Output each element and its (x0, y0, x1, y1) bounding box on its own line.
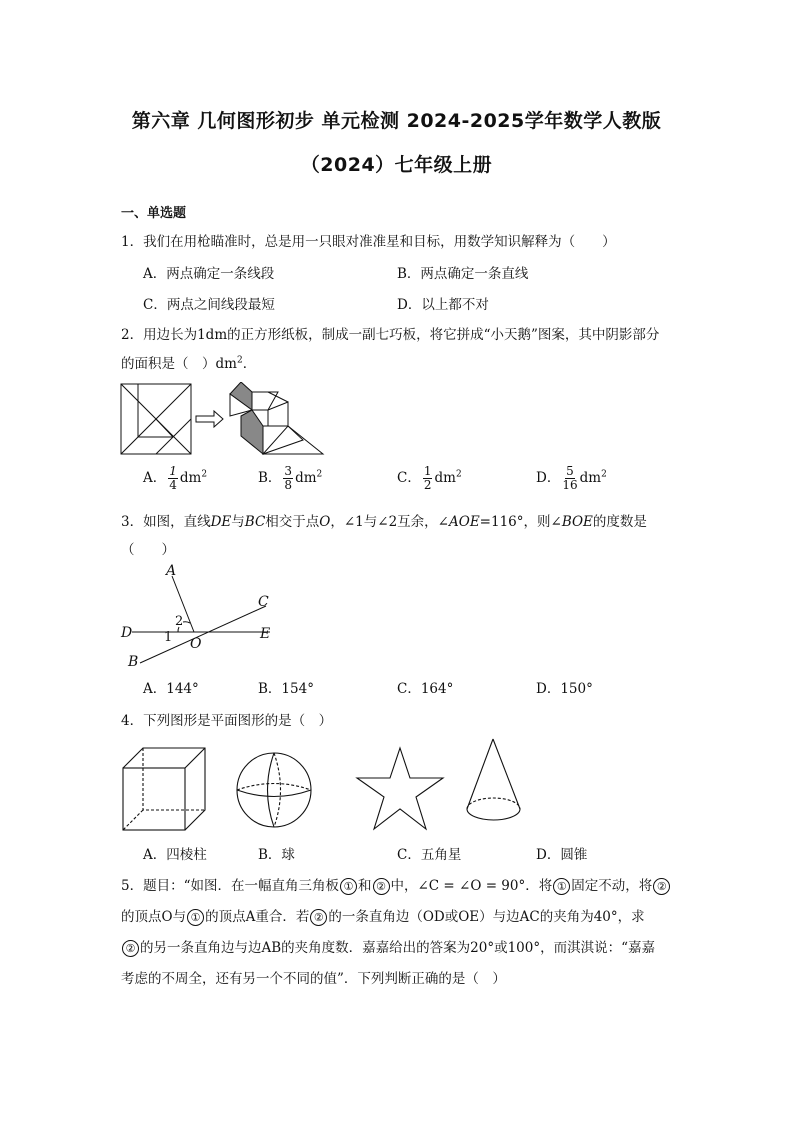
tangram-swan-figure (118, 382, 333, 462)
q4-option-b: B．球 (258, 847, 295, 863)
sphere-shape (237, 753, 311, 827)
label-D: D (121, 625, 133, 641)
label-angle-2: 2 (175, 614, 184, 629)
q1-option-c: C．两点之间线段最短 (143, 297, 275, 313)
q2-option-b: B． $\frac{3}{8}$ $dm^2$ (258, 464, 323, 492)
q1-option-b: B．两点确定一条直线 (397, 266, 529, 282)
question-2-stem-line2: 的面积是（ ）$dm^2$． (121, 355, 257, 372)
question-4-stem: 4．下列图形是平面图形的是（ ） (121, 713, 333, 729)
question-1-stem: 1．我们在用枪瞄准时，总是用一只眼对准准星和目标，用数学知识解释为（ ） (121, 234, 616, 250)
page-title: 第六章 几何图形初步 单元检测 2024-2025学年数学人教版 (131, 110, 662, 132)
section-heading: 一、单选题 (121, 206, 187, 221)
question-3-stem: 3．如图，直线DE与BC相交于点O，∠1与∠2互余，∠AOE=116°，则∠BOE的度数是 (121, 514, 647, 530)
page-subtitle: （2024）七年级上册 (300, 154, 493, 176)
solid-shapes-figure (118, 735, 538, 835)
q2-option-a: A． $\frac{1}{4}$ $dm^2$ (143, 464, 208, 492)
q3-option-b: B．154° (258, 681, 314, 697)
q2-option-c: C． $\frac{1}{2}$ $dm^2$ (397, 464, 462, 492)
intersecting-lines-figure (118, 560, 288, 672)
label-B: B (128, 654, 139, 670)
question-2-stem-line1: 2．用边长为1dm的正方形纸板，制成一副七巧板，将它拼成“小天鹅”图案，其中阴影部分 (121, 327, 660, 343)
cube-shape (123, 748, 205, 830)
cone-shape (467, 739, 520, 820)
question-5-line2: 的顶点O与 ① 的顶点A重合．若 ② 的一条直角边（OD或OE）与边AC的夹角为40°，求 (121, 909, 645, 925)
question-3-paren: （ ） (121, 542, 175, 558)
question-5-line3: ② 的另一条直角边与边AB的夹角度数．嘉嘉给出的答案为20°或100°，而淇淇说：“嘉嘉 (121, 936, 655, 957)
q1-option-a: A．两点确定一条线段 (143, 266, 275, 282)
label-O: O (190, 636, 202, 652)
question-5-line1: 5．题目：“如图．在一幅直角三角板 ① 和 ② 中，∠C = ∠O = 90°．将 ① 固定不动，将 ② (121, 874, 671, 895)
label-E: E (260, 626, 271, 642)
q3-option-c: C．164° (397, 681, 454, 697)
q3-option-d: D．150° (536, 681, 593, 697)
q2-option-d: D． $\frac{5}{16}$ $dm^2$ (536, 464, 607, 492)
star-shape (357, 748, 443, 829)
q4-option-d: D．圆锥 (536, 847, 588, 863)
q1-option-d: D．以上都不对 (397, 297, 489, 313)
q3-option-a: A．144° (143, 681, 199, 697)
label-C: C (258, 594, 269, 610)
label-angle-1: 1 (164, 630, 173, 645)
q4-option-a: A．四棱柱 (143, 847, 207, 863)
label-A: A (166, 563, 177, 579)
question-5-line4: 考虑的不周全，还有另一个不同的值”．下列判断正确的是（ ） (121, 971, 506, 987)
q4-option-c: C．五角星 (397, 847, 462, 863)
